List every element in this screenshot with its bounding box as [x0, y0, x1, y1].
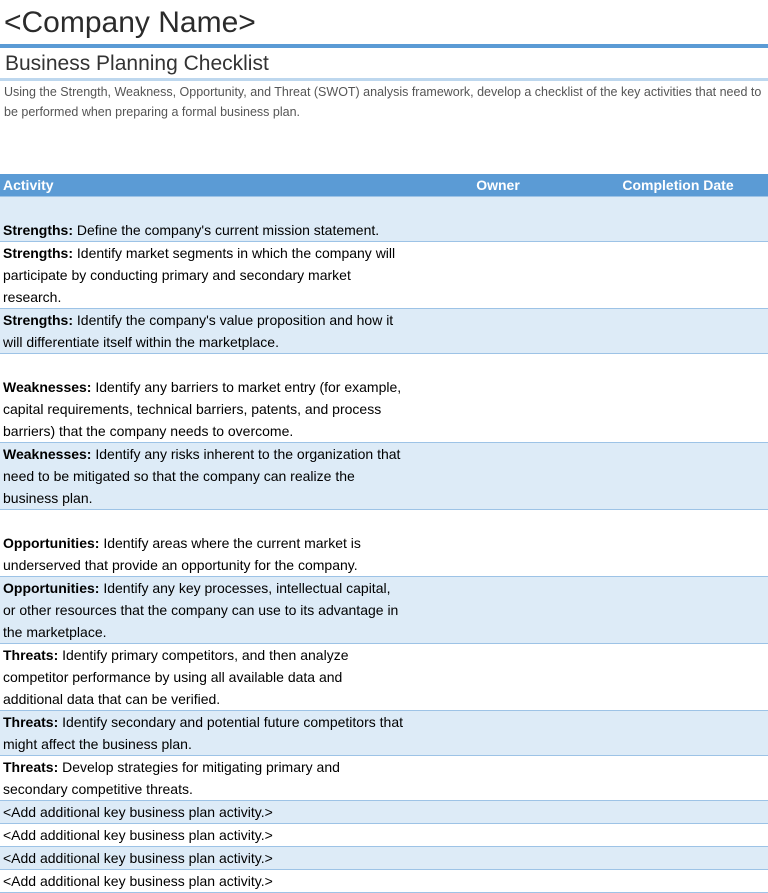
completion-date-cell[interactable] [588, 756, 768, 801]
column-header-activity[interactable]: Activity [0, 174, 408, 197]
activity-category: Opportunities: [3, 535, 100, 551]
owner-cell[interactable] [408, 443, 588, 510]
completion-date-cell[interactable] [588, 801, 768, 824]
completion-date-cell[interactable] [588, 824, 768, 847]
table-row [0, 577, 768, 644]
completion-date-cell[interactable] [588, 510, 768, 577]
activity-text: Define the company's current mission statement. [73, 222, 380, 238]
table-row [0, 443, 768, 510]
table-row [0, 801, 768, 824]
table-row [0, 510, 768, 577]
activity-cell[interactable] [0, 354, 408, 443]
table-row [0, 309, 768, 354]
activity-cell[interactable] [0, 711, 408, 756]
owner-cell[interactable] [408, 309, 588, 354]
table-row [0, 824, 768, 847]
activity-text: <Add additional key business plan activity.> [3, 804, 273, 820]
table-row [0, 847, 768, 870]
activity-cell[interactable] [0, 197, 408, 242]
activity-text: Identify primary competitors, and then analyze competitor performance by using all available data and additional data that can be verified. [3, 647, 349, 707]
activity-cell[interactable] [0, 824, 408, 847]
completion-date-cell[interactable] [588, 242, 768, 309]
activity-category: Threats: [3, 647, 59, 663]
owner-cell[interactable] [408, 801, 588, 824]
owner-cell[interactable] [408, 354, 588, 443]
owner-cell[interactable] [408, 756, 588, 801]
activity-cell[interactable] [0, 242, 408, 309]
completion-date-cell[interactable] [588, 577, 768, 644]
owner-cell[interactable] [408, 644, 588, 711]
activity-text: <Add additional key business plan activity.> [3, 873, 273, 889]
activity-category: Strengths: [3, 222, 73, 238]
owner-cell[interactable] [408, 242, 588, 309]
completion-date-cell[interactable] [588, 354, 768, 443]
activity-cell[interactable] [0, 756, 408, 801]
activity-rows [0, 197, 768, 893]
completion-date-cell[interactable] [588, 443, 768, 510]
activity-text: <Add additional key business plan activity.> [3, 827, 273, 843]
activity-cell[interactable] [0, 309, 408, 354]
table-row [0, 197, 768, 242]
activity-cell[interactable] [0, 847, 408, 870]
completion-date-cell[interactable] [588, 197, 768, 242]
activity-category: Strengths: [3, 245, 73, 261]
activity-cell[interactable] [0, 510, 408, 577]
owner-cell[interactable] [408, 510, 588, 577]
column-header-owner[interactable]: Owner [408, 174, 588, 197]
table-row [0, 870, 768, 893]
activity-text: Identify any key processes, intellectual capital, or other resources that the company can use to its advantage in the marketplace. [3, 580, 399, 640]
activity-cell[interactable] [0, 644, 408, 711]
activity-table [0, 174, 768, 893]
activity-text: Develop strategies for mitigating primary and secondary competitive threats. [3, 759, 340, 797]
activity-cell[interactable] [0, 801, 408, 824]
completion-date-cell[interactable] [588, 711, 768, 756]
completion-date-cell[interactable] [588, 644, 768, 711]
owner-cell[interactable] [408, 824, 588, 847]
activity-category: Threats: [3, 759, 59, 775]
completion-date-cell[interactable] [588, 870, 768, 893]
table-row [0, 354, 768, 443]
table-row [0, 711, 768, 756]
activity-text: Identify secondary and potential future competitors that might affect the business plan. [3, 714, 403, 752]
activity-category: Weaknesses: [3, 446, 92, 462]
table-header-row [0, 174, 768, 197]
column-header-completion-date[interactable]: Completion Date [588, 174, 768, 197]
activity-cell[interactable] [0, 870, 408, 893]
activity-text: Identify any barriers to market entry (for example, capital requirements, technical barriers, patents, and process barriers) that the company needs to overcome. [3, 379, 402, 439]
activity-text: Identify any risks inherent to the organization that need to be mitigated so that the company can realize the business plan. [3, 446, 401, 506]
activity-cell[interactable] [0, 443, 408, 510]
owner-cell[interactable] [408, 870, 588, 893]
activity-text: Identify market segments in which the company will participate by conducting primary and secondary market research. [3, 245, 396, 305]
description-text[interactable]: Using the Strength, Weakness, Opportunity, and Threat (SWOT) analysis framework, develop a checklist of the key activities that need to be performed when preparing a formal business plan. [4, 85, 762, 119]
completion-date-cell[interactable] [588, 309, 768, 354]
title-divider [0, 44, 768, 48]
owner-cell[interactable] [408, 847, 588, 870]
activity-category: Opportunities: [3, 580, 100, 596]
owner-cell[interactable] [408, 577, 588, 644]
activity-text: Identify the company's value proposition and how it will differentiate itself within the marketplace. [3, 312, 394, 350]
table-row [0, 644, 768, 711]
owner-cell[interactable] [408, 197, 588, 242]
table-row [0, 242, 768, 309]
activity-category: Strengths: [3, 312, 73, 328]
subtitle-divider [0, 78, 768, 81]
activity-text: <Add additional key business plan activity.> [3, 850, 273, 866]
page-subtitle[interactable]: Business Planning Checklist [5, 52, 269, 75]
table-row [0, 756, 768, 801]
activity-category: Weaknesses: [3, 379, 92, 395]
activity-cell[interactable] [0, 577, 408, 644]
completion-date-cell[interactable] [588, 847, 768, 870]
activity-category: Threats: [3, 714, 59, 730]
activity-text: Identify areas where the current market is underserved that provide an opportunity for the company. [3, 535, 361, 573]
owner-cell[interactable] [408, 711, 588, 756]
company-name[interactable]: <Company Name> [4, 6, 256, 39]
